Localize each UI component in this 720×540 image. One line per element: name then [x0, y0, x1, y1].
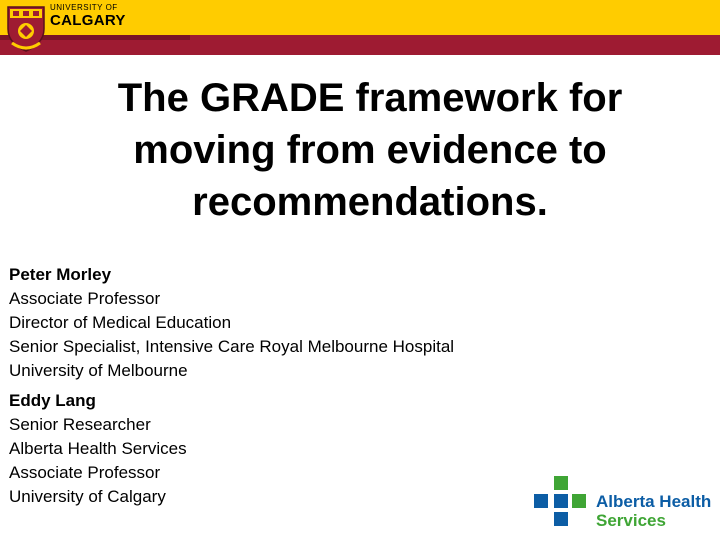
title-line-2: moving from evidence to [133, 128, 607, 172]
author-name: Peter Morley [9, 265, 112, 284]
author-affiliation: University of Calgary [9, 487, 166, 506]
university-wordmark [50, 4, 126, 28]
university-logo [0, 0, 130, 55]
author-affiliation: Senior Specialist, Intensive Care Royal Melbourne Hospital [9, 337, 455, 356]
author-affiliation: University of Melbourne [9, 361, 188, 380]
ahs-cross-icon [534, 476, 590, 530]
university-small-text: UNIVERSITY OF [50, 3, 118, 12]
author-affiliation: Alberta Health Services [9, 439, 187, 458]
ahs-wordmark-line-2: Services [596, 511, 666, 530]
ahs-wordmark-line-1: Alberta Health [596, 492, 712, 511]
author-affiliation: Director of Medical Education [9, 313, 232, 332]
title-line-3: recommendations. [192, 180, 548, 224]
ahs-wordmark [596, 492, 711, 530]
university-big-text: CALGARY [50, 12, 126, 29]
author-affiliation: Associate Professor [9, 289, 161, 308]
author-block-1 [9, 263, 454, 383]
author-affiliation: Associate Professor [9, 463, 161, 482]
university-crest-icon [4, 3, 48, 53]
author-affiliation: Senior Researcher [9, 415, 151, 434]
alberta-health-services-logo [534, 476, 714, 532]
author-name: Eddy Lang [9, 391, 96, 410]
author-block-2 [9, 389, 187, 509]
slide-title [40, 72, 700, 228]
title-line-1: The GRADE framework for [117, 76, 623, 120]
